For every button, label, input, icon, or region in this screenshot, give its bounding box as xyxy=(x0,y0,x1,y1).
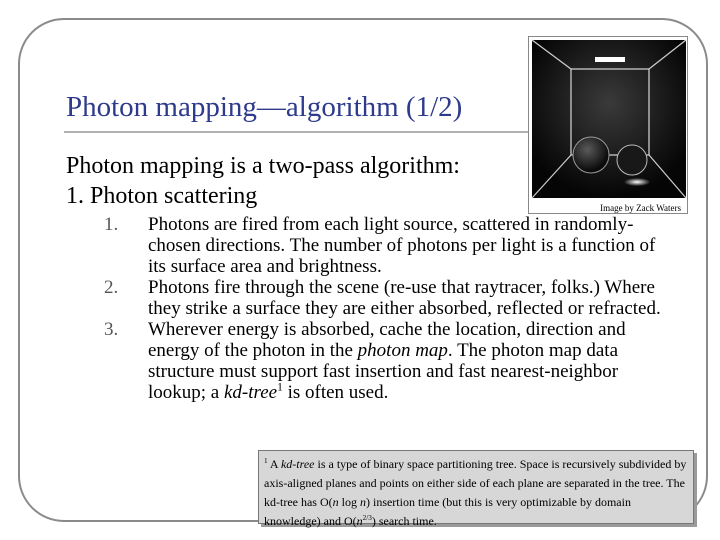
footnote-reference: 1 xyxy=(277,381,283,394)
list-number: 1. xyxy=(104,214,119,235)
glass-sphere xyxy=(617,145,647,175)
text-run: log xyxy=(338,495,360,509)
footnote-box xyxy=(258,450,694,528)
rendered-image xyxy=(528,36,688,214)
text-run: . The photon map data structure must support fast insertion and fast nearest-neighbor lookup; a xyxy=(148,340,619,403)
slide-title: Photon mapping—algorithm (1/2) xyxy=(66,91,463,123)
mirror-sphere xyxy=(573,137,609,173)
text-run: is often used. xyxy=(282,382,389,403)
list-number: 3. xyxy=(104,319,119,340)
list-item xyxy=(104,214,674,277)
image-credit: Image by Zack Waters xyxy=(600,203,681,213)
list-text: Photons are fired from each light source, scattered in randomly-chosen directions. The number of photons per light is a function of its surface area and brightness. xyxy=(148,214,656,277)
term-kd-tree: kd-tree xyxy=(280,457,315,471)
footnote-mark: 1 xyxy=(264,457,268,465)
list-text: Photons fire through the scene (re-use that raytracer, folks.) Where they strike a surface they are either absorbed, reflected or refracted. xyxy=(148,277,661,319)
math-n: n xyxy=(356,514,363,528)
math-n: n xyxy=(332,495,339,509)
math-n: n xyxy=(359,495,366,509)
cornell-box-render xyxy=(529,37,689,215)
steps-list xyxy=(104,214,674,403)
text-run: ) search time. xyxy=(371,514,437,528)
text-run: is a type of binary space partitioning tree. Space is recursively subdivided by axis-aligned planes and points on either side of each plane are separated in the tree. The kd-tree has O( xyxy=(264,457,687,509)
list-item xyxy=(104,277,674,319)
scene-background xyxy=(532,40,686,198)
text-run: ) insertion time (but this is very optimizable by domain knowledge) and O( xyxy=(264,495,631,528)
list-item xyxy=(104,319,674,403)
intro-text xyxy=(66,151,460,211)
area-light xyxy=(595,57,625,62)
text-run: A xyxy=(267,457,281,471)
math-exponent: 2/3 xyxy=(362,514,372,522)
term-photon-map: photon map xyxy=(357,340,448,361)
title-underline xyxy=(64,131,538,133)
list-number: 2. xyxy=(104,277,119,298)
intro-subheading: 1. Photon scattering xyxy=(66,183,258,209)
text-run: Wherever energy is absorbed, cache the location, direction and energy of the photon in the xyxy=(148,319,626,361)
intro-line: Photon mapping is a two-pass algorithm: xyxy=(66,153,460,179)
term-kd-tree: kd-tree xyxy=(224,382,278,403)
list-text xyxy=(148,319,626,403)
caustic-highlight xyxy=(624,178,650,186)
